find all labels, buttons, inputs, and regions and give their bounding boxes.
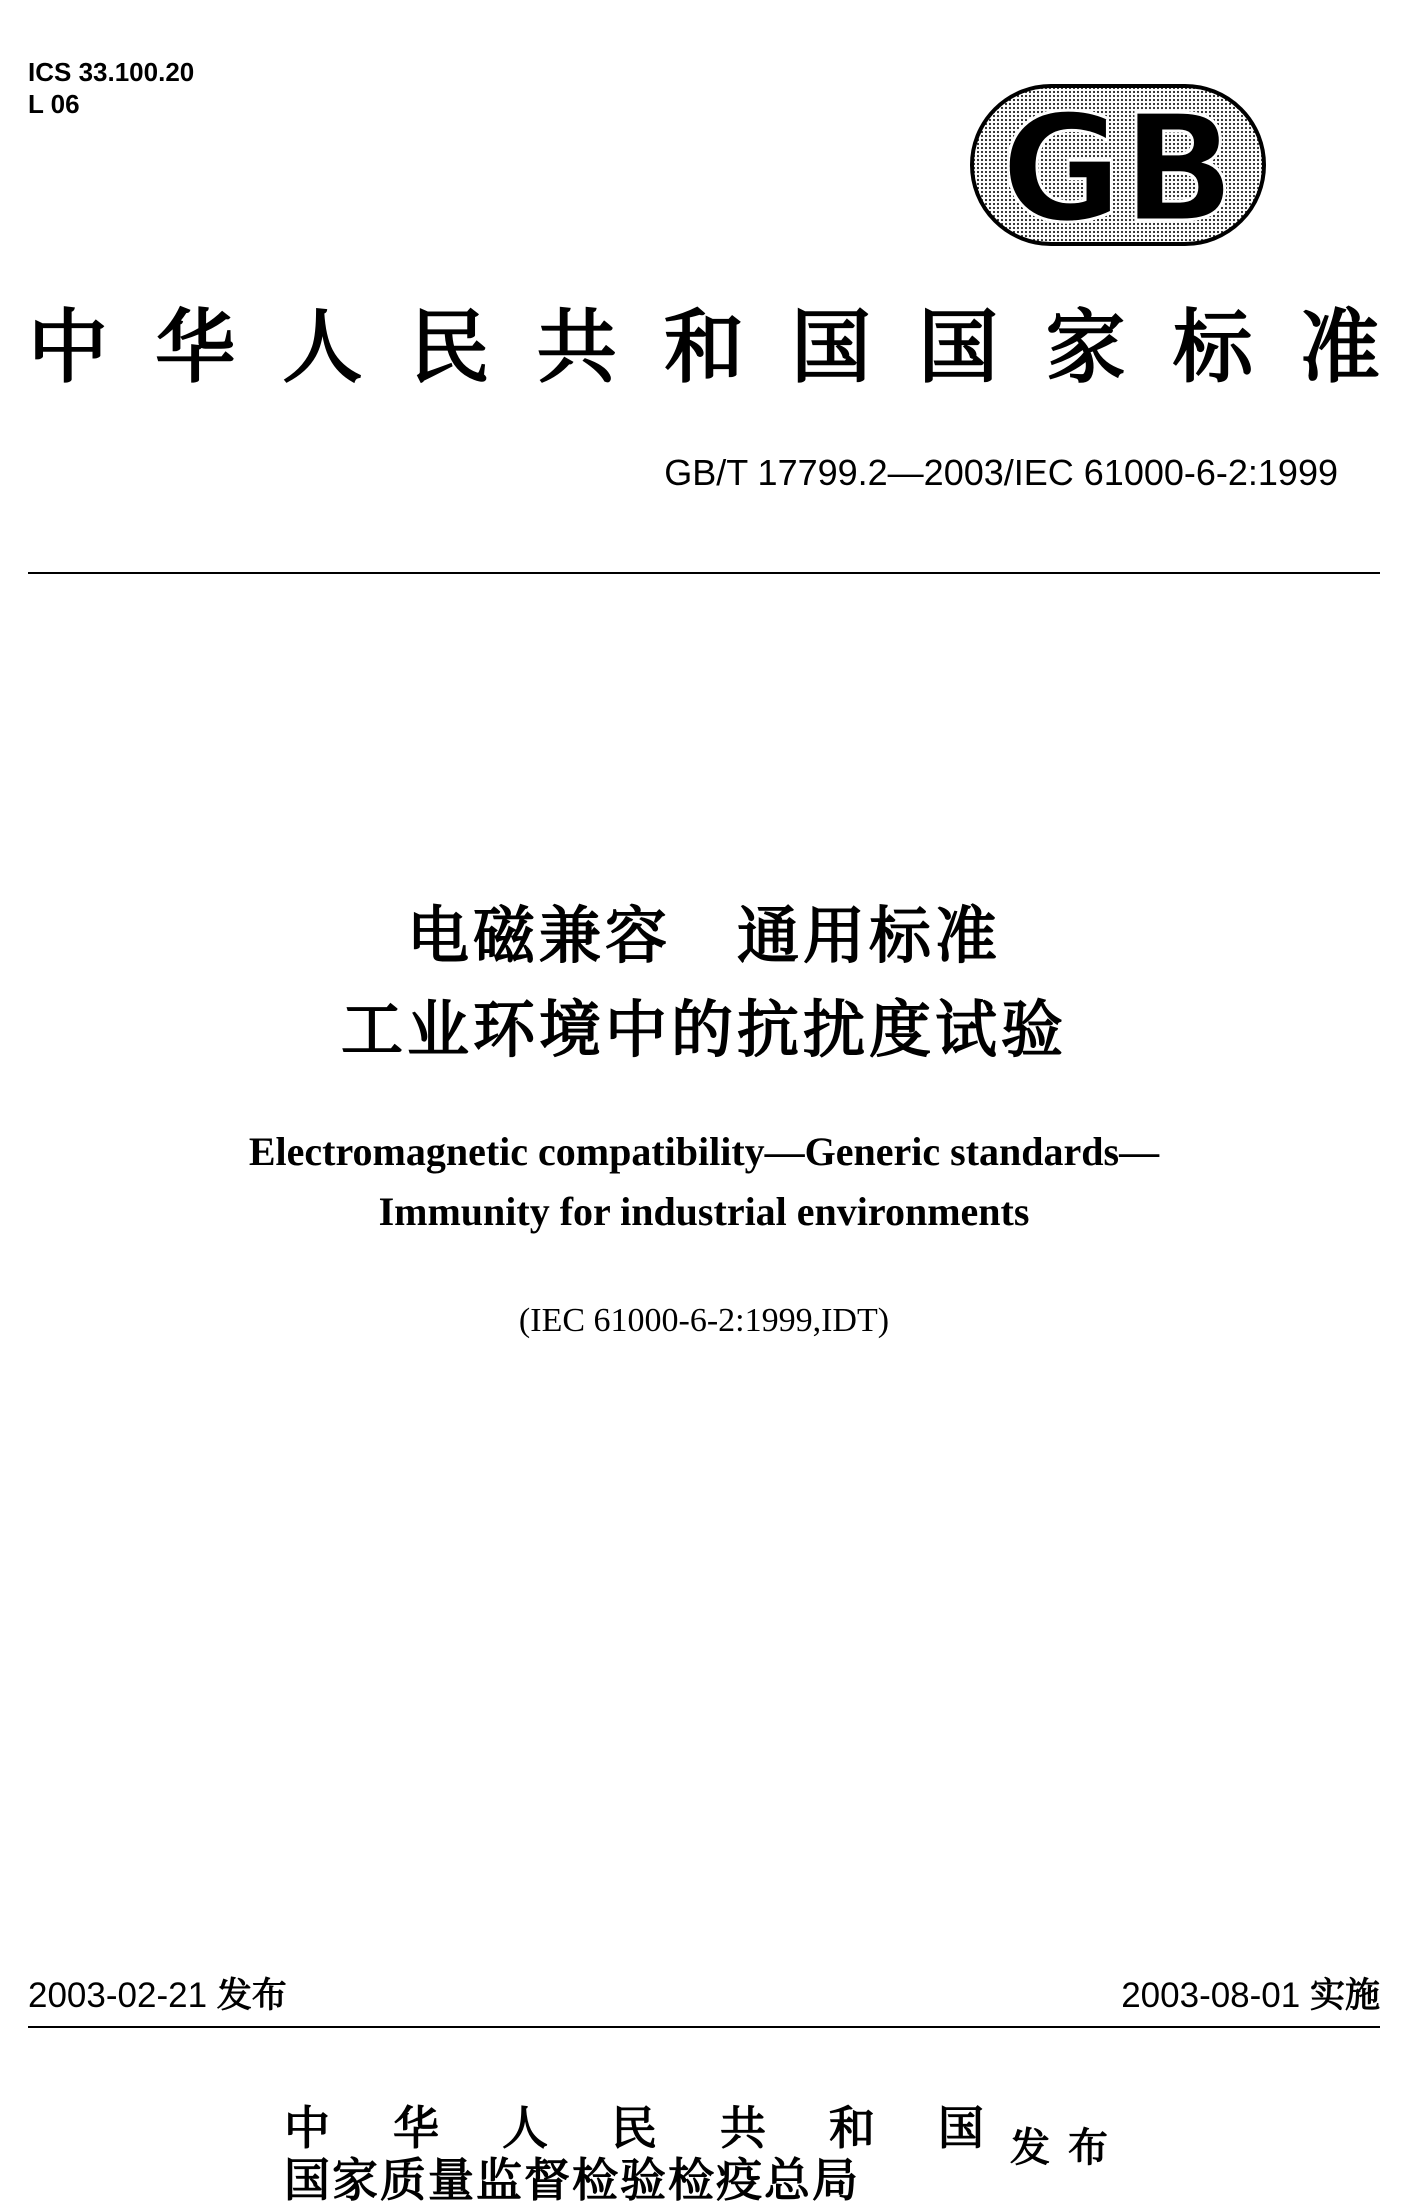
issue-label: 发布 [216,1976,287,2016]
implement-date: 2003-08-01 [1121,1976,1301,2015]
national-title-char: 家 [1045,301,1126,394]
national-title-char: 华 [155,301,236,394]
national-title-char: 标 [1172,301,1253,394]
gb-logo [968,82,1268,248]
issue-date-block [28,1968,287,2018]
publisher-line-1-char: 中 [284,2101,330,2155]
national-title-char: 和 [663,301,744,394]
national-title-char: 中 [28,301,108,394]
english-title-line-1: Electromagnetic compatibility—Generic standards— [248,1129,1160,1174]
ccs-code: L 06 [28,89,80,119]
publisher-line-1-char: 华 [393,2101,439,2155]
classification-codes [28,56,194,120]
national-title-char: 国 [791,301,872,394]
implement-label: 实施 [1309,1976,1380,2016]
chinese-title-line-2: 工业环境中的抗扰度试验 [340,993,1067,1066]
chinese-title-line-1: 电磁兼容 通用标准 [406,899,1001,972]
bottom-divider [28,2026,1380,2028]
publisher-line-1-char: 共 [720,2101,766,2155]
gb-logo-text: GB [1000,83,1236,248]
publisher-line-1-char: 国 [938,2101,984,2155]
english-title-line-2: Immunity for industrial environments [378,1189,1030,1234]
publisher-line-1-char: 和 [829,2101,875,2155]
national-standard-title [28,300,1380,396]
national-title-char: 国 [918,301,999,394]
implement-date-block [1121,1968,1380,2018]
national-title-char: 共 [536,301,617,394]
issue-date: 2003-02-21 [28,1976,208,2015]
publisher-line-2: 国家质量监督检验检疫总局 [284,2153,860,2207]
national-title-char: 准 [1299,301,1380,394]
ics-code: ICS 33.100.20 [28,57,195,87]
national-title-char: 民 [409,301,490,394]
national-title-char: 人 [282,301,363,394]
top-divider [28,572,1380,574]
standard-number: GB/T 17799.2—2003/IEC 61000-6-2:1999 [664,452,1338,493]
publisher-action: 发布 [1010,2125,1126,2171]
publisher-line-1-char: 人 [502,2101,548,2155]
publisher-line-1-char: 民 [611,2101,657,2155]
adoption-note: (IEC 61000-6-2:1999,IDT) [518,1302,890,1339]
